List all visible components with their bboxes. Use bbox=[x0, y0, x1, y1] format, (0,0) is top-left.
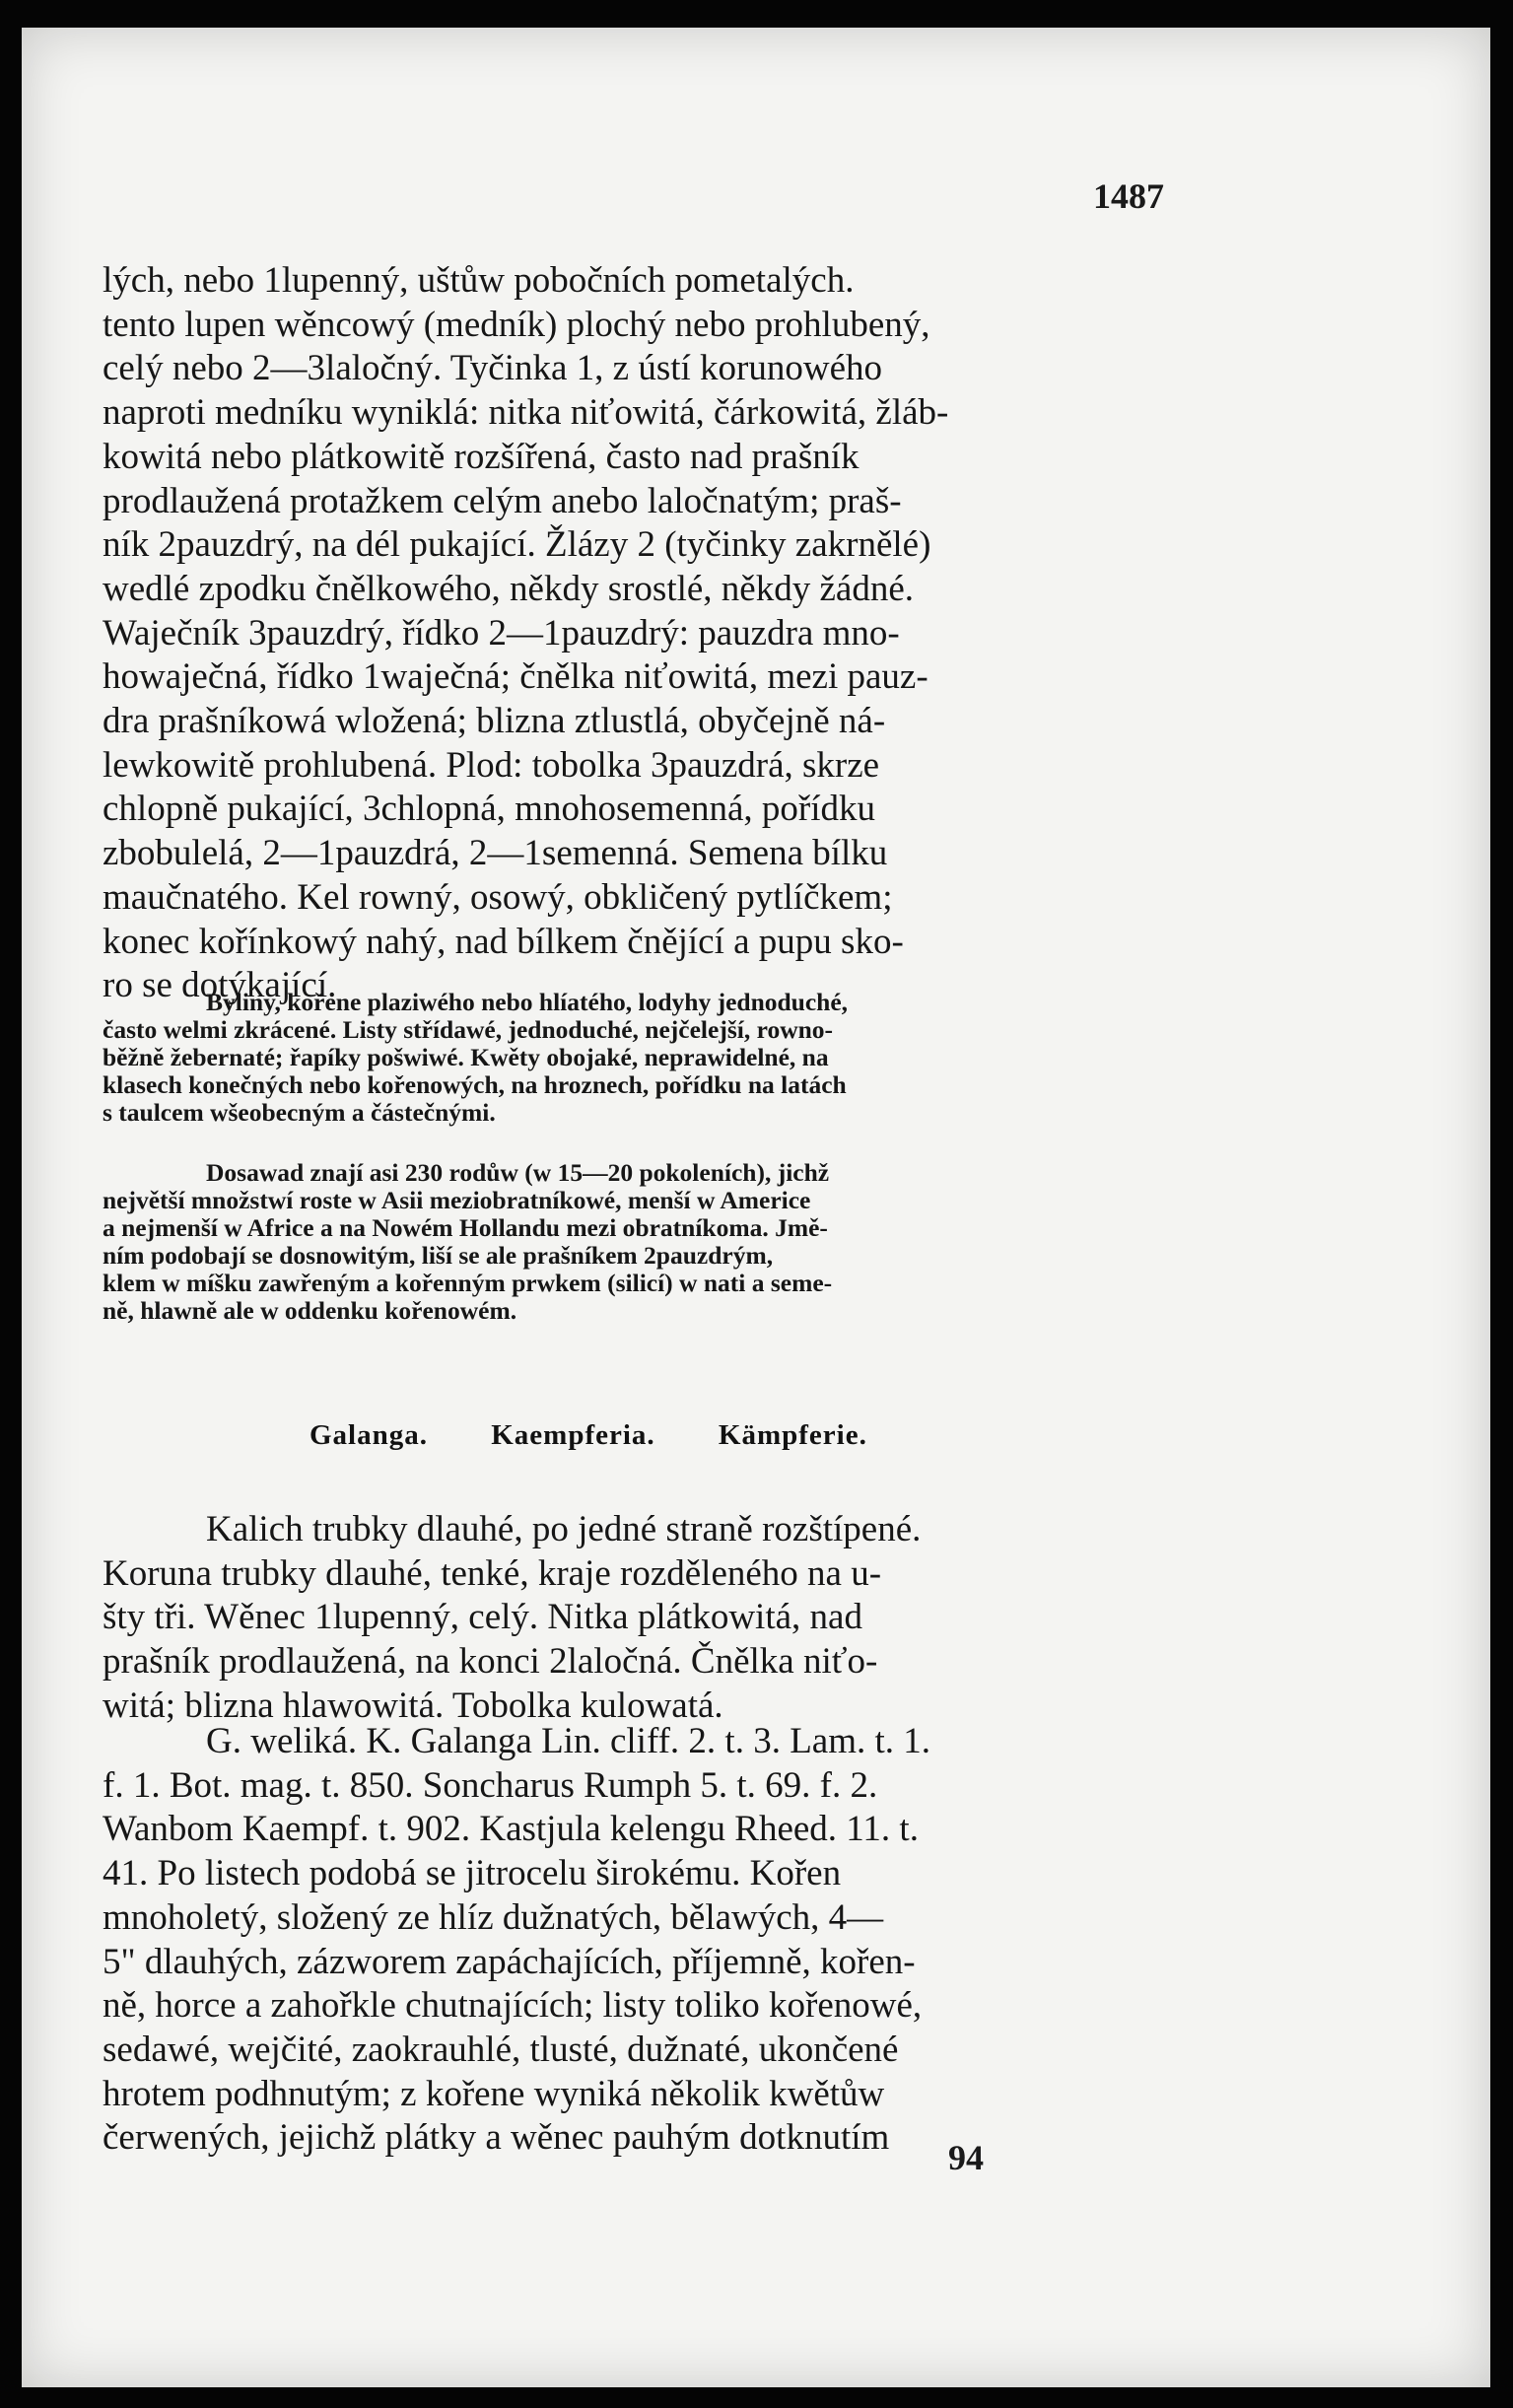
text-line: tento lupen wěncowý (medník) plochý nebo prohlubený, bbox=[103, 304, 930, 345]
text-line: f. 1. Bot. mag. t. 850. Soncharus Rumph 5. t. 69. f. 2. bbox=[103, 1764, 878, 1806]
text-line: největší množstwí roste w Asii meziobratníkowé, menší w Americe bbox=[103, 1186, 811, 1214]
text-line: howaječná, řídko 1waječná; čnělka niťowitá, mezi pauz- bbox=[103, 656, 928, 698]
text-line: Wanbom Kaempf. t. 902. Kastjula kelengu Rheed. 11. t. bbox=[103, 1809, 919, 1850]
text-line: Waječník 3pauzdrý, řídko 2—1pauzdrý: pauzdra mno- bbox=[103, 612, 900, 654]
text-line: maučnatého. Kel rowný, osowý, obkličený pytlíčkem; bbox=[103, 876, 893, 918]
genus-heading bbox=[309, 1419, 1197, 1452]
habit-paragraph bbox=[103, 989, 1187, 1127]
text-line: prodlaužená protažkem celým anebo laločnatým; praš- bbox=[103, 480, 902, 521]
family-description-paragraph bbox=[103, 259, 1187, 1008]
page-number: 1487 bbox=[1093, 176, 1164, 216]
text-line: kowitá nebo plátkowitě rozšířená, často nad prašník bbox=[103, 436, 860, 477]
text-line: 41. Po listech podobá se jitrocelu širokému. Kořen bbox=[103, 1853, 842, 1894]
text-line: celý nebo 2—3laločný. Tyčinka 1, z ústí korunowého bbox=[103, 348, 883, 389]
text-line: konec kořínkowý nahý, nad bílkem čnějící a pupu sko- bbox=[103, 921, 904, 962]
book-page bbox=[22, 28, 1490, 2387]
text-line: wedlé zpodku čnělkowého, někdy srostlé, někdy žádné. bbox=[103, 568, 914, 609]
text-line: čerwených, jejichž plátky a wěnec pauhým dotknutím bbox=[103, 2117, 890, 2159]
genus-name-latin: Kaempferia. bbox=[491, 1419, 655, 1451]
text-line: klasech konečných nebo kořenowých, na hroznech, pořídku na latách bbox=[103, 1070, 847, 1099]
text-line: mnoholetý, složený ze hlíz dužnatých, bělawých, 4— bbox=[103, 1896, 884, 1938]
text-line: G. weliká. K. Galanga Lin. cliff. 2. t. 3. Lam. t. 1. bbox=[206, 1721, 931, 1761]
text-line: šty tři. Wěnec 1lupenný, celý. Nitka plátkowitá, nad bbox=[103, 1597, 862, 1638]
text-line: Kalich trubky dlauhé, po jedné straně rozštípené. bbox=[206, 1509, 922, 1549]
genus-name-czech: Galanga. bbox=[309, 1419, 428, 1451]
genus-name-german: Kämpferie. bbox=[718, 1419, 867, 1451]
printer-signature: 94 bbox=[948, 2138, 984, 2177]
text-line: sedawé, wejčité, zaokrauhlé, tlusté, dužnaté, ukončené bbox=[103, 2029, 899, 2070]
text-line: dra prašníkowá wložená; blizna ztlustlá, obyčejně ná- bbox=[103, 701, 886, 742]
text-line: witá; blizna hlawowitá. Tobolka kulowatá. bbox=[103, 1685, 723, 1726]
text-line: zbobulelá, 2—1pauzdrá, 2—1semenná. Semena bílku bbox=[103, 833, 888, 874]
text-line: naproti medníku wyniklá: nitka niťowitá, čárkowitá, žláb- bbox=[103, 392, 949, 434]
text-line: ník 2pauzdrý, na dél pukající. Žlázy 2 (tyčinky zakrnělé) bbox=[103, 524, 931, 566]
text-line: s taulcem wšeobecným a částečnými. bbox=[103, 1098, 496, 1127]
text-line: Koruna trubky dlauhé, tenké, kraje rozděleného na u- bbox=[103, 1552, 882, 1594]
text-line: hrotem podhnutým; z kořene wyniká několik kwětůw bbox=[103, 2073, 885, 2114]
distribution-paragraph bbox=[103, 1159, 1187, 1325]
text-line: ně, hlawně ale w oddenku kořenowém. bbox=[103, 1296, 517, 1325]
text-line: Byliny, kořene plaziwého nebo hlíatého, lodyhy jednoduché, bbox=[206, 988, 849, 1016]
text-line: lých, nebo 1lupenný, uštůw pobočních pometalých. bbox=[103, 260, 855, 301]
genus-description-paragraph bbox=[103, 1508, 1187, 1729]
species-paragraph bbox=[103, 1720, 1187, 2161]
text-line: často welmi zkrácené. Listy střídawé, jednoduché, nejčelejší, rowno- bbox=[103, 1015, 834, 1044]
text-line: klem w míšku zawřeným a kořenným prwkem (silicí) w nati a seme- bbox=[103, 1269, 833, 1297]
text-line: a nejmenší w Africe a na Nowém Hollandu mezi obratníkoma. Jmě- bbox=[103, 1213, 828, 1242]
text-line: Dosawad znají asi 230 rodůw (w 15—20 pokoleních), jichž bbox=[206, 1158, 830, 1187]
text-line: ro se dotýkající. bbox=[103, 965, 337, 1006]
text-line: běžně žebernaté; řapíky pošwiwé. Kwěty obojaké, neprawidelné, na bbox=[103, 1043, 829, 1071]
text-line: ním podobají se dosnowitým, liší se ale prašníkem 2pauzdrým, bbox=[103, 1241, 774, 1270]
text-line: ně, horce a zahořkle chutnajících; listy toliko kořenowé, bbox=[103, 1985, 923, 2027]
text-line: 5" dlauhých, zázworem zapáchajících, příjemně, kořen- bbox=[103, 1941, 916, 1982]
text-line: prašník prodlaužená, na konci 2laločná. Čnělka niťo- bbox=[103, 1641, 878, 1683]
text-line: lewkowitě prohlubená. Plod: tobolka 3pauzdrá, skrze bbox=[103, 744, 880, 786]
text-line: chlopně pukající, 3chlopná, mnohosemenná, pořídku bbox=[103, 789, 876, 830]
